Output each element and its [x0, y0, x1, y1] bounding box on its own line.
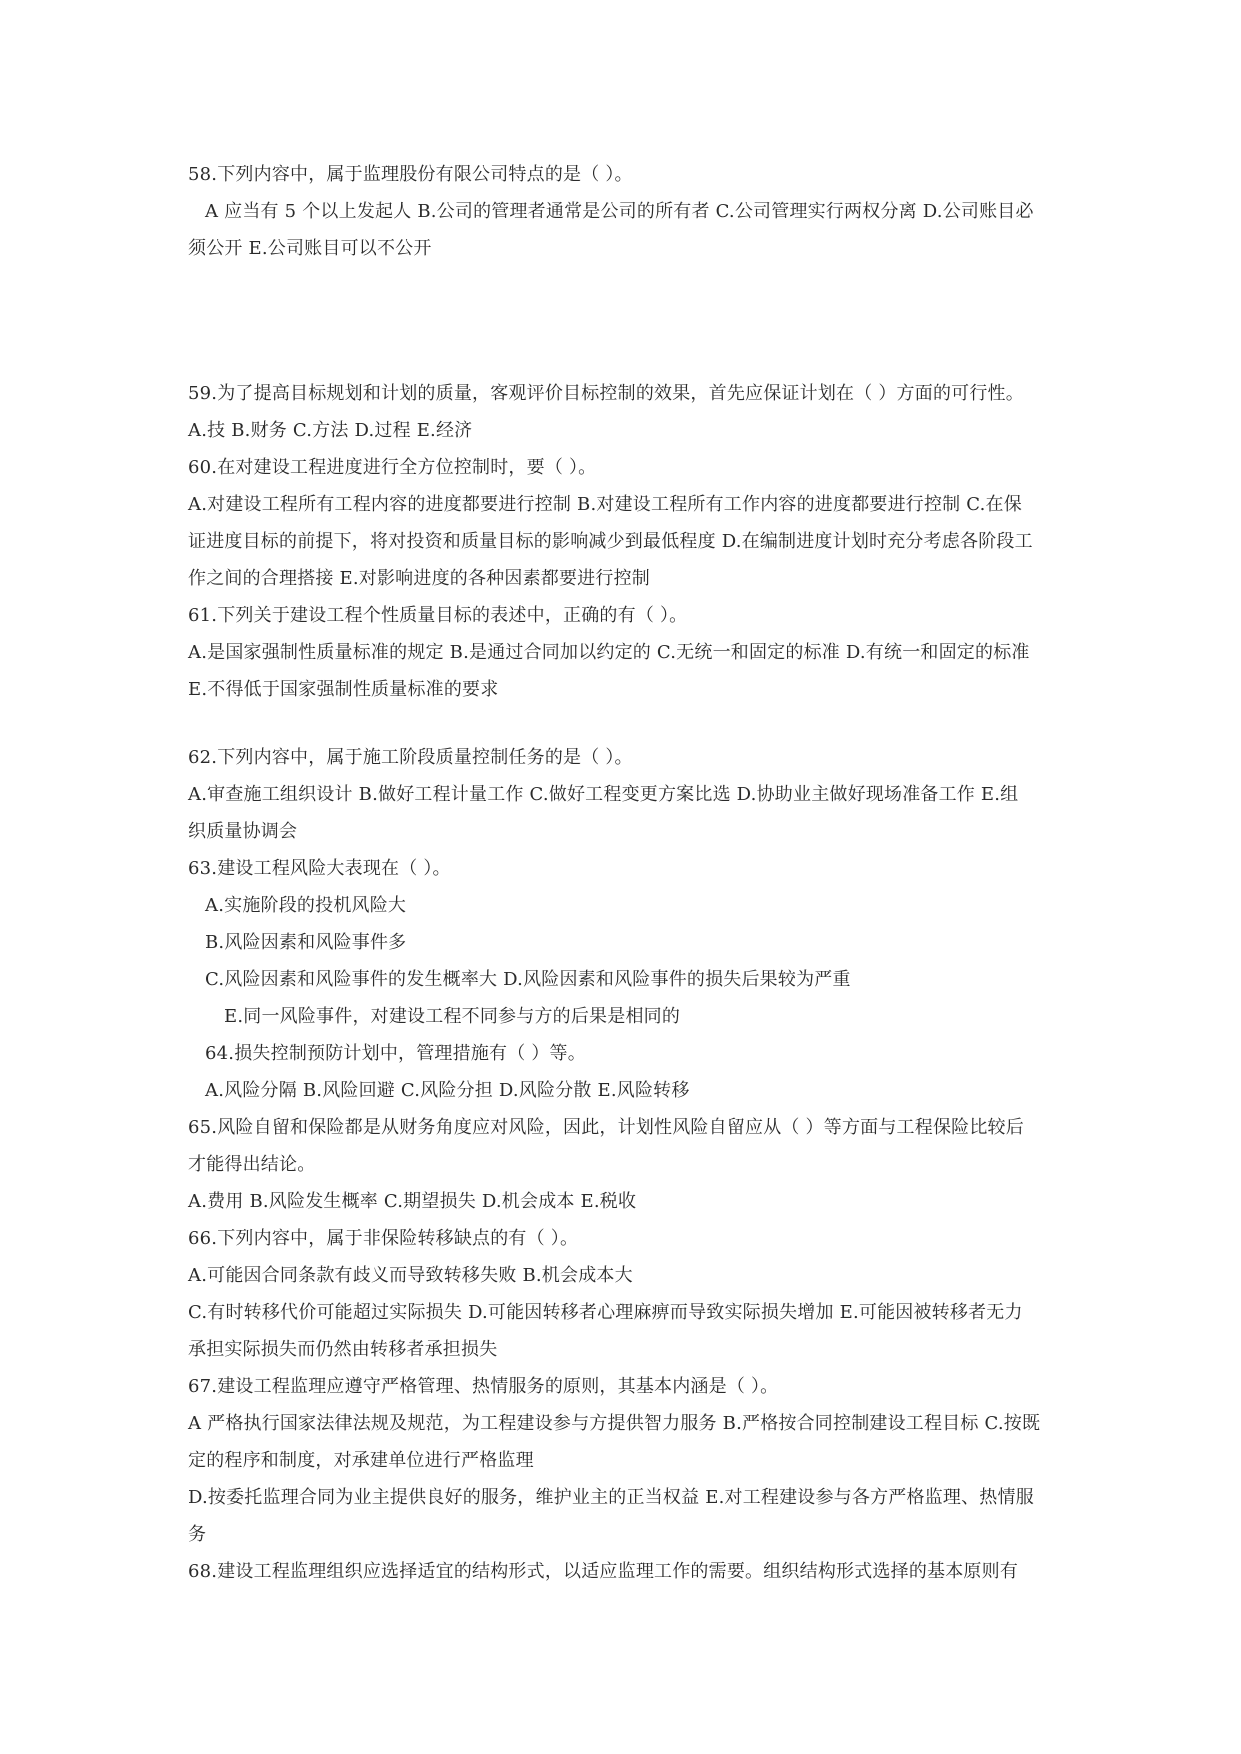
options-60-line-3: 作之间的合理搭接 E.对影响进度的各种因素都要进行控制 — [188, 568, 650, 589]
question-64: 64.损失控制预防计划中，管理措施有（ ）等。 — [205, 1043, 586, 1064]
options-67-line-3: D.按委托监理合同为业主提供良好的服务，维护业主的正当权益 E.对工程建设参与各方严格监理、热情服 — [188, 1487, 1034, 1508]
options-65: A.费用 B.风险发生概率 C.期望损失 D.机会成本 E.税收 — [188, 1191, 637, 1212]
options-61-line-1: A.是国家强制性质量标准的规定 B.是通过合同加以约定的 C.无统一和固定的标准 D.有统一和固定的标准 — [188, 642, 1030, 663]
options-67-line-1: A 严格执行国家法律法规及规范，为工程建设参与方提供智力服务 B.严格按合同控制建设工程目标 C.按既 — [188, 1413, 1041, 1434]
question-67: 67.建设工程监理应遵守严格管理、热情服务的原则，其基本内涵是（ ）。 — [188, 1376, 779, 1397]
question-61: 61.下列关于建设工程个性质量目标的表述中，正确的有（ ）。 — [188, 605, 688, 626]
options-67-line-2: 定的程序和制度，对承建单位进行严格监理 — [188, 1450, 534, 1471]
options-67-line-4: 务 — [188, 1524, 207, 1545]
question-65-line-2: 才能得出结论。 — [188, 1154, 316, 1175]
options-60-line-1: A.对建设工程所有工程内容的进度都要进行控制 B.对建设工程所有工作内容的进度都要进行控制 C.在保 — [188, 494, 1022, 515]
question-58: 58.下列内容中，属于监理股份有限公司特点的是（ ）。 — [188, 164, 633, 185]
options-60-line-2: 证进度目标的前提下，将对投资和质量目标的影响减少到最低程度 D.在编制进度计划时充分考虑各阶段工 — [188, 531, 1033, 552]
options-66-line-2: C.有时转移代价可能超过实际损失 D.可能因转移者心理麻痹而导致实际损失增加 E.可能因被转移者无力 — [188, 1302, 1023, 1323]
options-61-line-2: E.不得低于国家强制性质量标准的要求 — [188, 679, 499, 700]
question-59: 59.为了提高目标规划和计划的质量，客观评价目标控制的效果，首先应保证计划在（ ）方面的可行性。 — [188, 383, 1024, 404]
options-64: A.风险分隔 B.风险回避 C.风险分担 D.风险分散 E.风险转移 — [205, 1080, 690, 1101]
question-68: 68.建设工程监理组织应选择适宜的结构形式，以适应监理工作的需要。组织结构形式选择的基本原则有 — [188, 1561, 1019, 1582]
options-62-line-1: A.审查施工组织设计 B.做好工程计量工作 C.做好工程变更方案比选 D.协助业主做好现场准备工作 E.组 — [188, 784, 1019, 805]
question-60: 60.在对建设工程进度进行全方位控制时，要（ ）。 — [188, 457, 597, 478]
options-58-line-1: A 应当有 5 个以上发起人 B.公司的管理者通常是公司的所有者 C.公司管理实行两权分离 D.公司账目必 — [205, 201, 1034, 222]
option-63-a: A.实施阶段的投机风险大 — [205, 895, 407, 916]
question-66: 66.下列内容中，属于非保险转移缺点的有（ ）。 — [188, 1228, 579, 1249]
option-63-e: E.同一风险事件，对建设工程不同参与方的后果是相同的 — [224, 1006, 681, 1027]
question-62: 62.下列内容中，属于施工阶段质量控制任务的是（ ）。 — [188, 747, 633, 768]
option-63-b: B.风险因素和风险事件多 — [205, 932, 407, 953]
options-66-line-3: 承担实际损失而仍然由转移者承担损失 — [188, 1339, 498, 1360]
options-62-line-2: 织质量协调会 — [188, 821, 298, 842]
question-63: 63.建设工程风险大表现在（ ）。 — [188, 858, 451, 879]
question-65-line-1: 65.风险自留和保险都是从财务角度应对风险，因此，计划性风险自留应从（ ）等方面与工程保险比较后 — [188, 1117, 1024, 1138]
option-63-c-d: C.风险因素和风险事件的发生概率大 D.风险因素和风险事件的损失后果较为严重 — [205, 969, 851, 990]
options-59: A.技 B.财务 C.方法 D.过程 E.经济 — [188, 420, 473, 441]
options-66-line-1: A.可能因合同条款有歧义而导致转移失败 B.机会成本大 — [188, 1265, 633, 1286]
options-58-line-2: 须公开 E.公司账目可以不公开 — [188, 238, 432, 259]
